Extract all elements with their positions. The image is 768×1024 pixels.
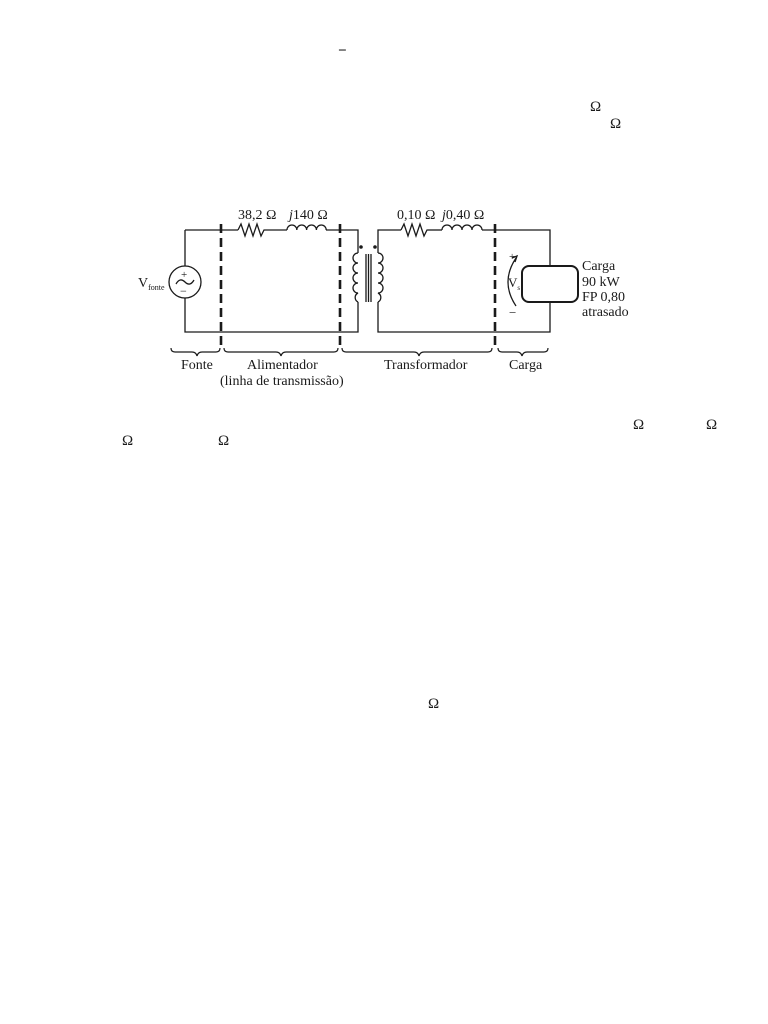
feeder-resistance-label: 38,2 Ω xyxy=(238,208,277,223)
brace-alimentador xyxy=(224,348,338,356)
source-left-wire-bottom xyxy=(185,298,358,332)
vs-v: V xyxy=(508,275,518,290)
source-v: V xyxy=(138,276,149,291)
load-line-4: atrasado xyxy=(582,305,629,320)
dash-mark: − xyxy=(338,43,347,59)
vs-subscript: s xyxy=(517,284,521,292)
polarity-dot-primary xyxy=(359,245,363,249)
omega-symbol: Ω xyxy=(122,433,134,449)
transformer-resistance-label: 0,10 Ω xyxy=(397,208,436,223)
section-alimentador-sub: (linha de transmissão) xyxy=(220,374,344,389)
load-line-1: Carga xyxy=(582,259,616,274)
vs-plus: + xyxy=(509,251,516,263)
transformer-resistor xyxy=(401,224,428,236)
secondary-bottom-wire xyxy=(378,302,550,332)
omega-symbol: Ω xyxy=(590,99,602,115)
source-voltage-label xyxy=(138,276,165,292)
transformer-primary-coil xyxy=(353,253,358,302)
j-prefix: j xyxy=(442,208,446,223)
transformer-secondary-coil xyxy=(378,253,383,302)
omega-symbol: Ω xyxy=(610,116,622,132)
transformer-reactance-label xyxy=(440,208,484,223)
vs-minus: − xyxy=(509,305,517,320)
polarity-dot-secondary xyxy=(373,245,377,249)
load-line-3: FP 0,80 xyxy=(582,290,626,305)
feeder-resistor xyxy=(238,224,266,236)
feeder-reactance-label xyxy=(287,208,328,223)
omega-symbol: Ω xyxy=(706,417,718,433)
transformer-inductor xyxy=(442,225,482,230)
section-fonte: Fonte xyxy=(181,358,213,373)
brace-carga xyxy=(498,348,548,356)
feeder-right-wire xyxy=(326,230,358,253)
section-carga: Carga xyxy=(509,358,543,373)
reactance-value: 140 Ω xyxy=(292,208,328,223)
j-prefix: j xyxy=(289,208,293,223)
source-subscript: fonte xyxy=(148,283,165,292)
omega-symbol: Ω xyxy=(428,696,440,712)
load-box xyxy=(522,266,578,302)
brace-transformador xyxy=(342,348,492,356)
omega-symbol: Ω xyxy=(218,433,230,449)
source-plus: + xyxy=(181,269,188,281)
reactance-value: 0,40 Ω xyxy=(445,208,485,223)
section-alimentador: Alimentador xyxy=(247,358,318,373)
feeder-inductor xyxy=(287,225,326,230)
load-line-2: 90 kW xyxy=(582,275,620,290)
brace-fonte xyxy=(171,348,220,356)
vs-label xyxy=(508,275,520,292)
section-transformador: Transformador xyxy=(384,358,468,373)
source-minus: − xyxy=(180,284,187,298)
omega-symbol: Ω xyxy=(633,417,645,433)
secondary-top-wire xyxy=(378,230,401,253)
